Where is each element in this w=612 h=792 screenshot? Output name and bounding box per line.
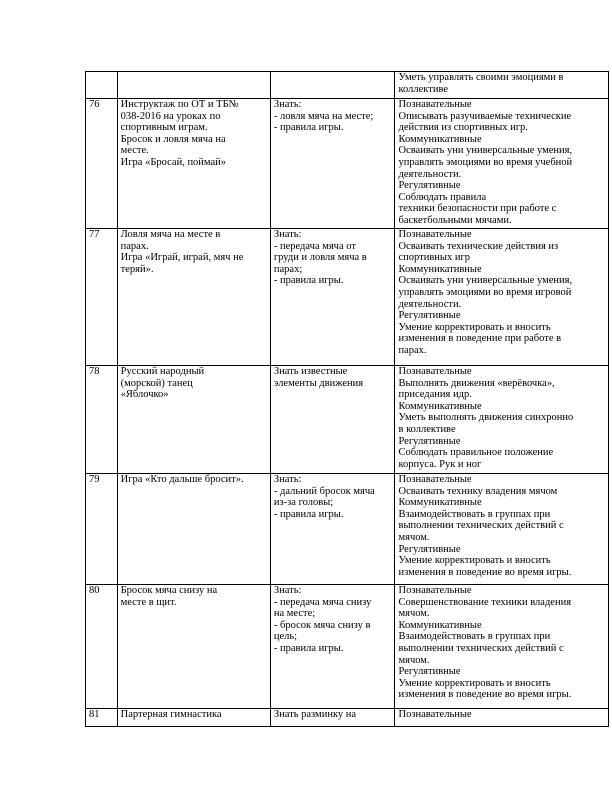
outcome-line: Коммуникативные: [398, 400, 482, 412]
lesson-number: 80: [89, 585, 100, 596]
lesson-topic-cell: [117, 99, 270, 229]
topic-line: Русский народный: [120, 366, 205, 377]
knowledge-line: - ловля мяча на месте;: [273, 110, 374, 122]
outcome-line: деятельности.: [398, 168, 462, 180]
lesson-topic-cell: [117, 709, 270, 727]
lesson-number-cell: [86, 229, 118, 366]
outcome-line: Познавательные: [398, 474, 472, 485]
lesson-number-cell: [86, 709, 118, 727]
knowledge-line: Знать разминку на: [273, 709, 357, 720]
knowledge-line: - правила игры.: [273, 122, 344, 134]
outcome-line: Познавательные: [398, 366, 472, 377]
topic-line: Игра «Кто дальше бросит».: [120, 474, 244, 485]
learning-outcomes-cell: [395, 709, 609, 727]
outcome-line: Выполнять движения «верёвочка»,: [398, 377, 555, 389]
outcome-line: Уметь выполнять движения синхронно: [398, 412, 574, 424]
outcome-line: Регулятивные: [398, 310, 461, 322]
topic-line: месте в щит.: [120, 596, 177, 608]
outcome-line: Познавательные: [398, 229, 472, 240]
outcome-line: изменения в поведение во время игры.: [398, 689, 572, 701]
outcome-line: Регулятивные: [398, 435, 461, 447]
topic-line: Инструктаж по ОТ и ТБ№: [120, 99, 239, 110]
lesson-number-cell: [86, 366, 118, 474]
outcome-line: Соблюдать правильное положение: [398, 447, 554, 459]
outcome-line: Регулятивные: [398, 543, 461, 555]
outcome-line: Описывать разучиваемые технические: [398, 110, 572, 122]
learning-outcomes-cell: [395, 99, 609, 229]
outcome-line: спортивных игр: [398, 252, 471, 264]
topic-line: Бросок мяча снизу на: [120, 585, 218, 596]
outcome-line: корпуса. Рук и ног: [398, 458, 482, 470]
lesson-topic-cell: [117, 72, 270, 99]
topic-line: Ловля мяча на месте в: [120, 229, 221, 240]
lesson-topic-cell: [117, 474, 270, 585]
learning-outcomes-cell: [395, 72, 609, 99]
lesson-number-cell: [86, 99, 118, 229]
outcome-line: мячом.: [398, 654, 430, 666]
outcome-line: Умение корректировать и вносить: [398, 321, 551, 333]
knowledge-cell: [270, 474, 395, 585]
outcome-line: мячом.: [398, 608, 430, 620]
outcome-line: Соблюдать правила: [398, 191, 487, 203]
lesson-topic-cell: [117, 229, 270, 366]
outcome-line: Взаимодействовать в группах при: [398, 508, 551, 520]
outcome-line: коллективе: [398, 83, 449, 95]
knowledge-cell: [270, 709, 395, 727]
outcome-line: Коммуникативные: [398, 133, 482, 145]
knowledge-line: парах;: [273, 263, 303, 275]
topic-line: месте.: [120, 145, 149, 157]
outcome-line: Умение корректировать и вносить: [398, 555, 551, 567]
learning-outcomes-cell: [395, 474, 609, 585]
lesson-number: 76: [89, 99, 100, 110]
outcome-line: Коммуникативные: [398, 497, 482, 509]
knowledge-cell: [270, 72, 395, 99]
table-row: [86, 229, 609, 366]
outcome-line: управлять эмоциями во время игровой: [398, 286, 572, 298]
outcome-line: парах.: [398, 344, 427, 356]
knowledge-line: - правила игры.: [273, 508, 344, 520]
lesson-number-cell: [86, 72, 118, 99]
learning-outcomes-cell: [395, 229, 609, 366]
outcome-line: Умение корректировать и вносить: [398, 677, 551, 689]
topic-line: Бросок и ловля мяча на: [120, 133, 226, 145]
outcome-line: Уметь управлять своими эмоциями в: [398, 72, 564, 83]
lesson-number: 77: [89, 229, 100, 240]
knowledge-line: Знать:: [273, 585, 302, 596]
lesson-number: 81: [89, 709, 100, 720]
topic-line: спортивным играм.: [120, 122, 208, 134]
outcome-line: Коммуникативные: [398, 263, 482, 275]
outcome-line: техники безопасности при работе с: [398, 203, 557, 215]
knowledge-line: груди и ловля мяча в: [273, 252, 367, 264]
table-row: [86, 585, 609, 709]
knowledge-line: - передача мяча от: [273, 240, 356, 252]
knowledge-line: на месте;: [273, 608, 316, 620]
knowledge-cell: [270, 366, 395, 474]
knowledge-line: - правила игры.: [273, 275, 344, 287]
topic-line: Партерная гимнастика: [120, 709, 222, 720]
knowledge-line: Знать:: [273, 474, 302, 485]
knowledge-line: из-за головы;: [273, 497, 334, 509]
outcome-line: Регулятивные: [398, 666, 461, 678]
knowledge-cell: [270, 229, 395, 366]
outcome-line: Осваивать технические действия из: [398, 240, 559, 252]
lesson-plan-table: [85, 71, 609, 727]
lesson-number-cell: [86, 474, 118, 585]
topic-line: 038-2016 на уроках по: [120, 110, 221, 122]
outcome-line: управлять эмоциями во время учебной: [398, 156, 573, 168]
lesson-topic-cell: [117, 366, 270, 474]
outcome-line: Регулятивные: [398, 180, 461, 192]
knowledge-line: Знать:: [273, 99, 302, 110]
topic-line: Игра «Бросай, поймай»: [120, 156, 227, 168]
table-row: [86, 474, 609, 585]
outcome-line: Осваивать технику владения мячом: [398, 485, 558, 497]
outcome-line: изменения в поведение во время игры.: [398, 566, 572, 578]
outcome-line: действия из спортивных игр.: [398, 122, 528, 134]
outcome-line: Осваивать уни универсальные умения,: [398, 145, 573, 157]
topic-line: теряй».: [120, 263, 154, 275]
table-row: [86, 366, 609, 474]
knowledge-line: - дальний бросок мяча: [273, 485, 375, 497]
topic-line: «Яблочко»: [120, 389, 169, 401]
outcome-line: Совершенствование техники владения: [398, 596, 572, 608]
outcome-line: Познавательные: [398, 585, 472, 596]
knowledge-line: - передача мяча снизу: [273, 596, 372, 608]
knowledge-line: - бросок мяча снизу в: [273, 619, 371, 631]
lesson-number: 78: [89, 366, 100, 377]
table-row: [86, 72, 609, 99]
topic-line: Игра «Играй, играй, мяч не: [120, 252, 244, 264]
outcome-line: Взаимодействовать в группах при: [398, 631, 551, 643]
outcome-line: Познавательные: [398, 709, 472, 720]
table-row: [86, 99, 609, 229]
outcome-line: изменения в поведение при работе в: [398, 333, 562, 345]
table-body: [86, 72, 609, 727]
learning-outcomes-cell: [395, 585, 609, 709]
outcome-line: баскетбольными мячами.: [398, 214, 512, 226]
table-row: [86, 709, 609, 727]
knowledge-line: - правила игры.: [273, 642, 344, 654]
topic-line: парах.: [120, 240, 149, 252]
outcome-line: выполнении технических действий с: [398, 520, 564, 532]
lesson-number: 79: [89, 474, 100, 485]
outcome-line: приседания идр.: [398, 389, 472, 401]
outcome-line: Осваивать уни универсальные умения,: [398, 275, 573, 287]
learning-outcomes-cell: [395, 366, 609, 474]
topic-line: (морской) танец: [120, 377, 193, 389]
knowledge-line: цель;: [273, 631, 298, 643]
lesson-number-cell: [86, 585, 118, 709]
knowledge-cell: [270, 99, 395, 229]
lesson-topic-cell: [117, 585, 270, 709]
outcome-line: мячом.: [398, 531, 430, 543]
knowledge-cell: [270, 585, 395, 709]
knowledge-line: элементы движения: [273, 377, 364, 389]
outcome-line: в коллективе: [398, 423, 456, 435]
outcome-line: деятельности.: [398, 298, 462, 310]
outcome-line: Коммуникативные: [398, 619, 482, 631]
knowledge-line: Знать известные: [273, 366, 348, 377]
outcome-line: выполнении технических действий с: [398, 642, 564, 654]
outcome-line: Познавательные: [398, 99, 472, 110]
knowledge-line: Знать:: [273, 229, 302, 240]
